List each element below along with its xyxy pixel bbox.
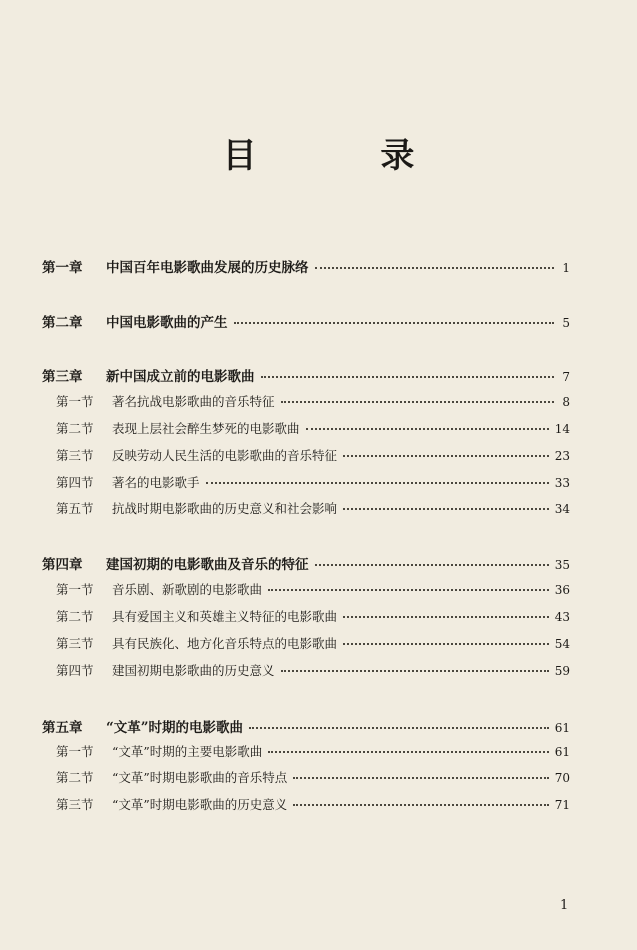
toc-section-entry — [42, 499, 570, 517]
dot-leader — [315, 563, 549, 566]
dot-leader — [293, 803, 548, 806]
toc-section-entry — [42, 795, 570, 813]
toc-section-entry — [42, 392, 570, 410]
toc-section-entry — [42, 634, 570, 652]
entry-page-number: 33 — [554, 476, 570, 490]
chapter-number: 第四章 — [42, 557, 83, 573]
section-number: 第一节 — [56, 744, 94, 759]
dot-leader — [234, 321, 555, 324]
page-title: 目 录 — [222, 136, 471, 176]
section-title: 表现上层社会醉生梦死的电影歌曲 — [112, 421, 300, 436]
section-number: 第四节 — [56, 663, 94, 678]
entry-page-number: 59 — [554, 664, 570, 678]
entry-page-number: 36 — [554, 583, 570, 597]
dot-leader — [268, 750, 548, 753]
section-title: “文革”时期电影歌曲的音乐特点 — [112, 770, 288, 785]
entry-page-number: 8 — [562, 395, 570, 409]
dot-leader — [343, 454, 549, 457]
entry-page-number: 23 — [554, 449, 570, 463]
chapter-title: “文革”时期的电影歌曲 — [106, 720, 244, 736]
toc-section-entry — [42, 607, 570, 625]
section-title: 著名的电影歌手 — [112, 475, 200, 490]
toc-chapter-entry — [42, 553, 570, 573]
dot-leader — [281, 669, 549, 672]
dot-leader — [268, 588, 549, 591]
toc-section-entry — [42, 742, 570, 760]
entry-page-number: 43 — [554, 610, 570, 624]
entry-page-number: 70 — [554, 771, 570, 785]
dot-leader — [206, 481, 549, 484]
section-number: 第一节 — [56, 394, 94, 409]
entry-page-number: 61 — [554, 745, 570, 759]
section-number: 第一节 — [56, 582, 94, 597]
dot-leader — [315, 266, 555, 269]
dot-leader — [261, 375, 555, 378]
dot-leader — [343, 507, 549, 510]
entry-page-number: 71 — [554, 798, 570, 812]
toc-chapter-entry — [42, 716, 570, 736]
dot-leader — [281, 400, 554, 403]
section-title: 抗战时期电影歌曲的历史意义和社会影响 — [112, 501, 338, 516]
toc-chapter-entry — [42, 311, 570, 331]
section-number: 第二节 — [56, 609, 94, 624]
toc-section-entry — [42, 473, 570, 491]
page-number: 1 — [560, 898, 569, 913]
entry-page-number: 54 — [554, 637, 570, 651]
section-title: 反映劳动人民生活的电影歌曲的音乐特征 — [112, 448, 338, 463]
section-title: 具有民族化、地方化音乐特点的电影歌曲 — [112, 636, 338, 651]
entry-page-number: 61 — [554, 721, 570, 735]
section-number: 第二节 — [56, 421, 94, 436]
chapter-title: 中国百年电影歌曲发展的历史脉络 — [106, 260, 309, 276]
section-title: “文革”时期电影歌曲的历史意义 — [112, 797, 288, 812]
entry-page-number: 5 — [562, 316, 570, 330]
entry-page-number: 35 — [554, 558, 570, 572]
chapter-title: 中国电影歌曲的产生 — [106, 315, 228, 331]
section-title: “文革”时期的主要电影歌曲 — [112, 744, 263, 759]
section-title: 具有爱国主义和英雄主义特征的电影歌曲 — [112, 609, 338, 624]
chapter-number: 第二章 — [42, 315, 83, 331]
chapter-number: 第一章 — [42, 260, 83, 276]
section-number: 第五节 — [56, 501, 94, 516]
toc-chapter-entry — [42, 256, 570, 276]
toc-section-entry — [42, 768, 570, 786]
dot-leader — [343, 642, 549, 645]
toc-section-entry — [42, 419, 570, 437]
toc-section-entry — [42, 661, 570, 679]
toc-section-entry — [42, 446, 570, 464]
section-number: 第三节 — [56, 636, 94, 651]
section-number: 第二节 — [56, 770, 94, 785]
chapter-number: 第五章 — [42, 720, 83, 736]
dot-leader — [306, 427, 549, 430]
dot-leader — [343, 615, 549, 618]
chapter-title: 建国初期的电影歌曲及音乐的特征 — [106, 557, 309, 573]
section-number: 第三节 — [56, 448, 94, 463]
section-number: 第四节 — [56, 475, 94, 490]
entry-page-number: 1 — [562, 261, 570, 275]
section-number: 第三节 — [56, 797, 94, 812]
chapter-title: 新中国成立前的电影歌曲 — [106, 369, 255, 385]
toc-section-entry — [42, 580, 570, 598]
dot-leader — [293, 776, 548, 779]
toc-chapter-entry — [42, 365, 570, 385]
section-title: 建国初期电影歌曲的历史意义 — [112, 663, 275, 678]
chapter-number: 第三章 — [42, 369, 83, 385]
dot-leader — [249, 726, 549, 729]
entry-page-number: 14 — [554, 422, 570, 436]
entry-page-number: 7 — [562, 370, 570, 384]
entry-page-number: 34 — [554, 502, 570, 516]
section-title: 著名抗战电影歌曲的音乐特征 — [112, 394, 275, 409]
section-title: 音乐剧、新歌剧的电影歌曲 — [112, 582, 263, 597]
